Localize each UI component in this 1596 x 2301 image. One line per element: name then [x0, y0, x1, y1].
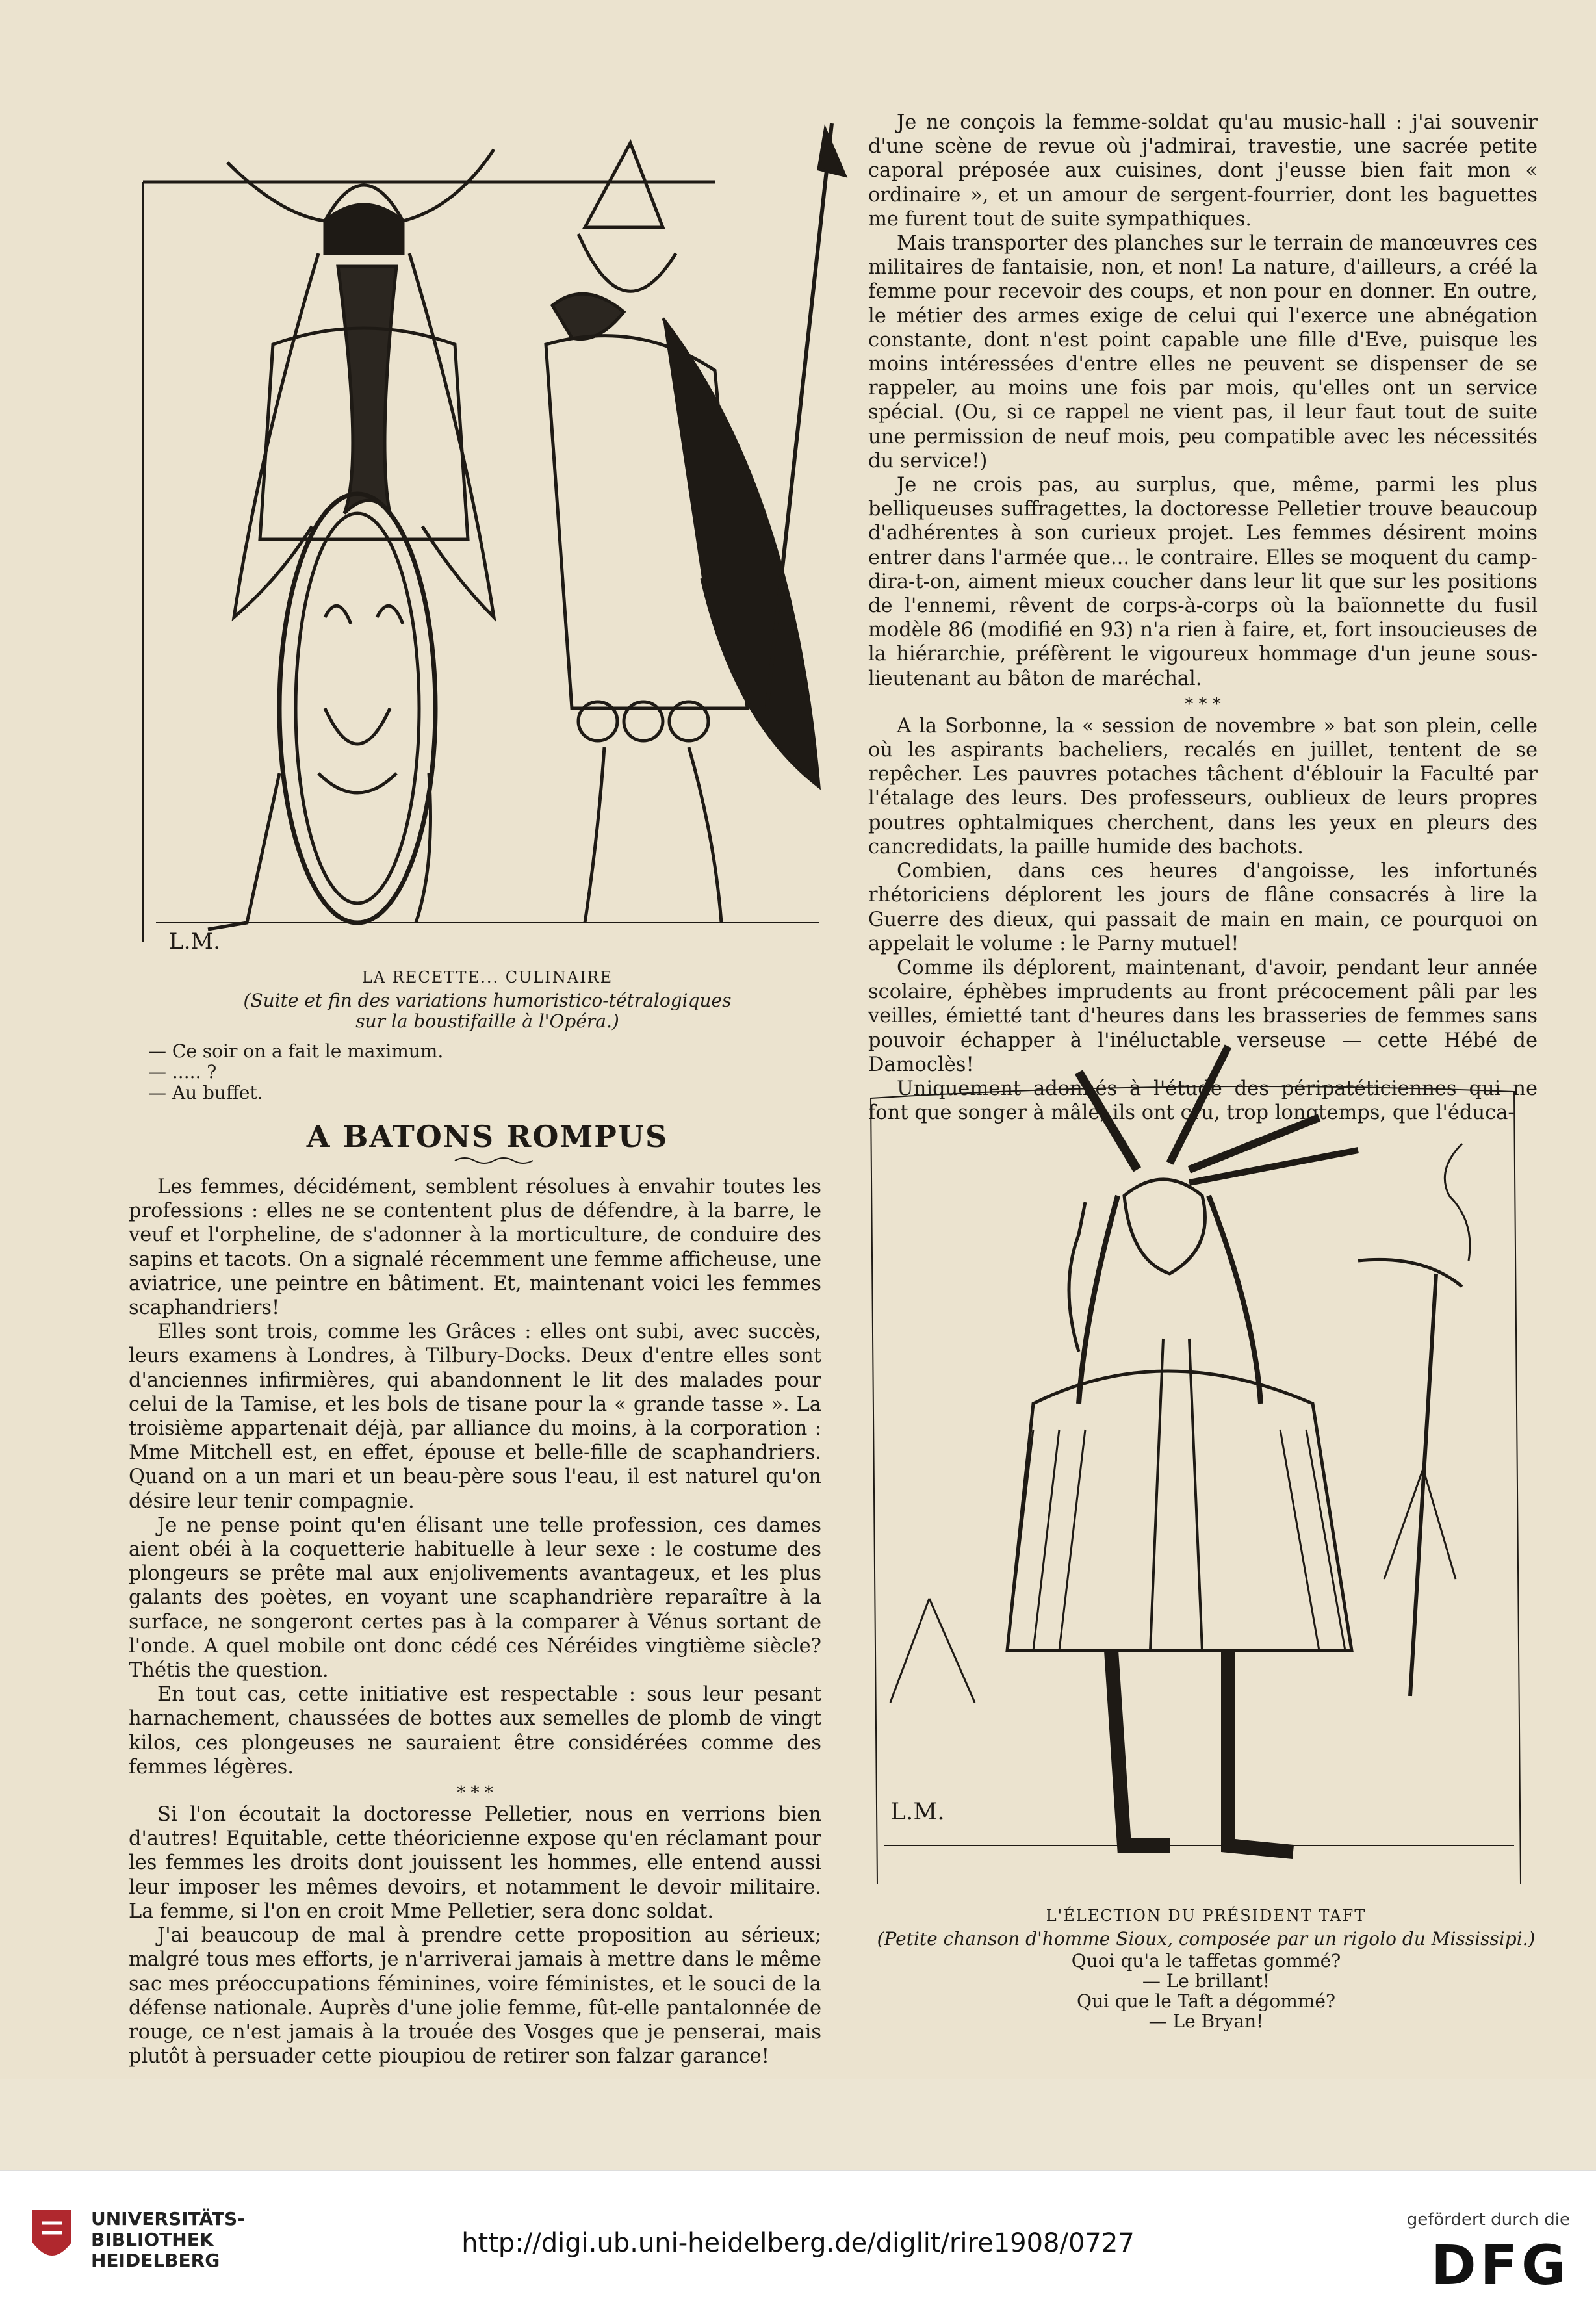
source-url-link[interactable]: http://digi.ub.uni-heidelberg.de/diglit/rire1908/0727 — [461, 2228, 1135, 2258]
library-name-line: UNIVERSITÄTS- — [91, 2208, 245, 2230]
article-title: A BATONS ROMPUS — [306, 1119, 669, 1154]
article-heading-block — [130, 1119, 845, 1167]
heading-flourish — [130, 1154, 845, 1167]
paragraph: En tout cas, cette initiative est respectable : sous leur pesant harnachement, chaussées de bottes aux semelles de plomb de vingt kilos, ces plongeuses ne sauraient être considérées comme des femmes légères. — [129, 1683, 821, 1779]
caption-left — [130, 968, 845, 1103]
caption-right — [868, 1907, 1544, 2031]
caption-left-subtitle-2: sur la boustifaille à l'Opéra.) — [355, 1010, 619, 1032]
library-name-line: BIBLIOTHEK — [91, 2229, 214, 2250]
paragraph: Combien, dans ces heures d'angoisse, les infortunés rhétoriciens déplorent les jours de flâne consacrés à lire la Guerre des dieux, qui passait de main en main, ce pourquoi on appelait le volume : le Parny mutuel! — [868, 860, 1538, 955]
dfg-logo: DFG — [1430, 2233, 1570, 2297]
sponsor-label: gefördert durch die — [1406, 2210, 1570, 2230]
caption-right-verse — [868, 1951, 1544, 2031]
paragraph: Mais transporter des planches sur le terrain de manœuvres ces militaires de fantaisie, non, et non! La nature, d'ailleurs, a créé la femme pour recevoir des coups, et non pour en donner. En outre, le métier des armes exige de celui qui l'exerce une abnégation constante, dont n'est point capable une fille d'Eve, puisque les moins intéressées d'entre elles ne peuvent se dispenser de se rappeler, au moins une fois par mois, qu'elles ont un service spécial. (Ou, si ce rappel ne vient pas, il leur faut tout de suite une permission de neuf mois, peu compatible avec les nécessités du service!) — [868, 232, 1538, 472]
dialog-line: — Ce soir on a fait le maximum. — [148, 1040, 444, 1062]
section-stars: * * * — [1185, 694, 1221, 714]
signature-left: L.M. — [169, 929, 221, 955]
paragraph: J'ai beaucoup de mal à prendre cette proposition au sérieux; malgré tous mes efforts, je n'arriverai jamais à mettre dans le même sac mes préoccupations féminines, voire féministes, et le souci de la défense nationale. Auprès d'une jolie femme, fût-elle pantalonnée de rouge, ce n'est jamais à la trouée des Vosges que je penserai, mais plutôt à persuader cette pioupiou de retirer son falzar garance! — [129, 1924, 821, 2068]
caption-right-title: L'ÉLECTION DU PRÉSIDENT TAFT — [1046, 1907, 1367, 1925]
paragraph: Comme ils déplorent, maintenant, d'avoir, pendant leur année scolaire, éphèbes imprudents au front précocement pâli par les veilles, émietté tant d'heures dans les brasseries de femmes sans pouvoir échapper à l'inéluctable verseuse — cette Hébé de Damoclès! — [868, 956, 1538, 1076]
paragraph: Les femmes, décidément, semblent résolues à envahir toutes les professions : elles ne se contentent plus de défendre, à la barre, le veuf et l'orpheline, de s'adonner à la morticulture, de conduire des sapins et tacots. On a signalé récemment une femme afficheuse, une aviatrice, une peintre en bâtiment. Et, maintenant voici les femmes scaphandriers! — [129, 1176, 821, 1320]
paragraph: A la Sorbonne, la « session de novembre » bat son plein, celle où les aspirants bacheliers, recalés en juillet, tentent de se repêcher. Les pauvres potaches tâchent d'éblouir la Faculté par l'étalage des leurs. Des professeurs, oublieux de leurs propres poutres ophtalmiques cherchent, dans les yeux en pleurs des cancredidats, la paille humide des bachots. — [868, 714, 1538, 858]
caption-right-subtitle: (Petite chanson d'homme Sioux, composée par un rigolo du Mississipi.) — [877, 1928, 1536, 1949]
section-stars: * * * — [457, 1783, 493, 1803]
dialog-line: — Au buffet. — [148, 1082, 263, 1103]
paragraph: Je ne pense point qu'en élisant une telle profession, ces dames aient obéi à la coquetterie habituelle à leur sexe : le costume des plongeurs se prête mal aux enjolivements avantageux, et les plus galants des poètes, en voyant une scaphandrière reparaître à la surface, ne songeront certes pas à la comparer à Vénus sortant de l'onde. A quel mobile ont donc cédé ces Néréides vingtième siècle? Thétis the question. — [129, 1513, 821, 1682]
illustration-sioux — [864, 1040, 1540, 1904]
paragraph: Elles sont trois, comme les Grâces : elles ont subi, avec succès, leurs examens à Londres, à Tilbury-Docks. Deux d'entre elles sont d'anciennes infirmières, qui abandonnent le lit des malades pour celui de la Tamise, et les bols de tisane pour la « grande tasse ». La troisième appartenait déjà, par alliance du moins, à la corporation : Mme Mitchell est, en effet, épouse et belle-fille de scaphandriers. Quand on a un mari et un beau-père sous l'eau, il est naturel qu'on désire leur tenir compagnie. — [129, 1320, 821, 1513]
illustration-warriors — [130, 123, 858, 968]
paragraph: Si l'on écoutait la doctoresse Pelletier, nous en verrions bien d'autres! Equitable, cette théoricienne expose qu'en réclamant pour les femmes les droits dont jouissent les hommes, elle entend aussi leur imposer les mêmes devoirs, et notamment le devoir militaire. La femme, si l'on en croit Mme Pelletier, sera donc soldat. — [129, 1803, 821, 1923]
caption-left-title: LA RECETTE... CULINAIRE — [361, 968, 613, 986]
signature-right: L.M. — [890, 1799, 945, 1825]
library-name-line: HEIDELBERG — [91, 2250, 220, 2271]
right-column-text — [868, 110, 1538, 1125]
verse-line: — Le brillant! — [1142, 1970, 1270, 1992]
footer-bar — [0, 2170, 1596, 2301]
paragraph: Je ne conçois la femme-soldat qu'au music-hall : j'ai souvenir d'une scène de revue où j'admirai, travestie, une sacrée petite caporal préposée aux cuisines, dont j'eusse bien fait mon « ordinaire », et un amour de sergent-fourrier, dont les baguettes me furent tout de suite sympathiques. — [868, 111, 1538, 231]
paragraph: Uniquement adonnés à l'étude des péripatéticiennes qui ne font que songer à mâle, ils ont cru, trop longtemps, que l'éduca- — [868, 1077, 1538, 1125]
caption-left-dialog — [130, 1041, 845, 1103]
caption-left-subtitle-1: (Suite et fin des variations humoristico-tétralogiques — [243, 990, 732, 1011]
verse-line: Quoi qu'a le taffetas gommé? — [1071, 1950, 1341, 1972]
dialog-line: — ..... ? — [148, 1061, 217, 1083]
verse-line: — Le Bryan! — [1148, 2011, 1264, 2032]
left-column-text — [129, 1175, 821, 2068]
verse-line: Qui que le Taft a dégommé? — [1077, 1990, 1335, 2012]
paragraph: Je ne crois pas, au surplus, que, même, parmi les plus belliqueuses suffragettes, la doctoresse Pelletier trouve beaucoup d'adhérentes à son curieux projet. Les femmes désirent moins entrer dans l'armée que... le contraire. Elles se moquent du camp-dira-t-on, aiment mieux coucher dans leur lit que sur les positions de l'ennemi, rêvent de corps-à-corps où la baïonnette du fusil modèle 86 (modifié en 93) n'a rien à faire, et, fort insoucieuses de la hiérarchie, préfèrent le vigoureux hommage d'un jeune sous-lieutenant au bâton de maréchal. — [868, 474, 1538, 690]
